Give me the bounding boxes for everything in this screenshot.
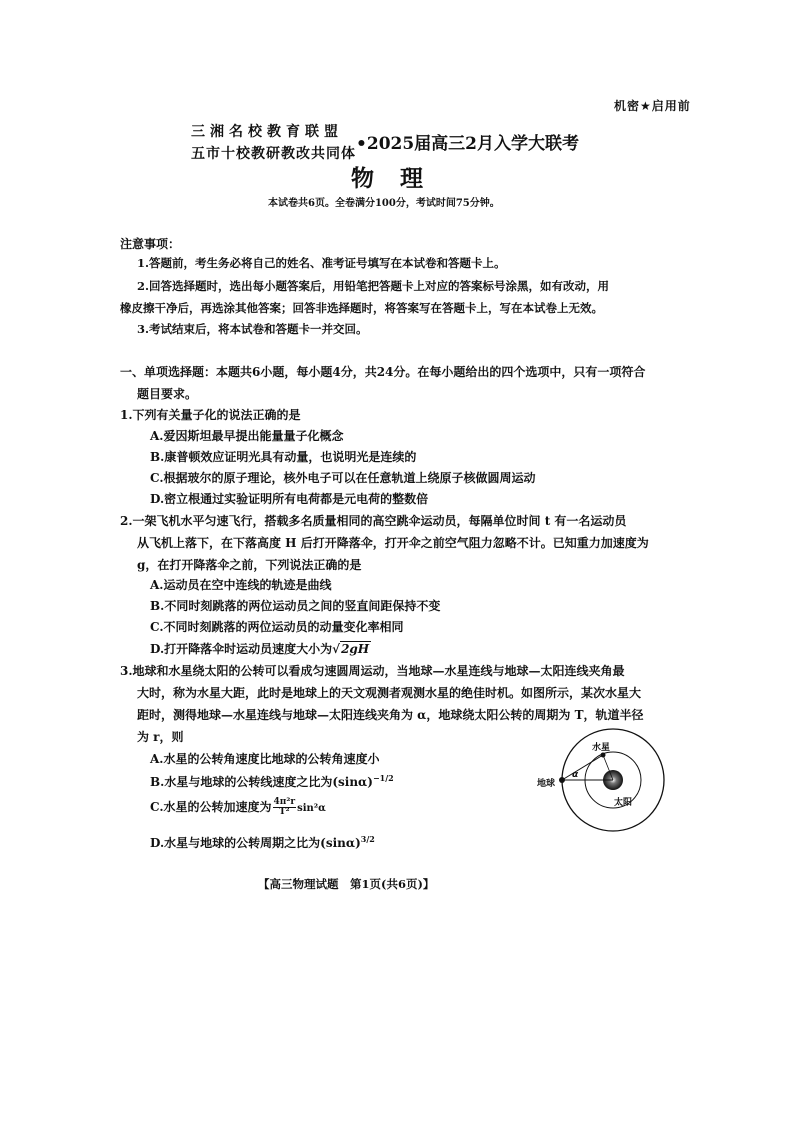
q2-option-a: A.运动员在空中连线的轨迹是曲线 [150,578,332,592]
q1-option-a: A.爱因斯坦最早提出能量量子化概念 [150,429,344,443]
exam-info: 本试卷共6页。全卷满分100分，考试时间75分钟。 [268,198,500,209]
q1-option-c: C.根据玻尔的原子理论，核外电子可以在任意轨道上绕原子核做圆周运动 [150,471,536,485]
mercury-icon [601,753,606,758]
notice-item-2-line-1: 2.回答选择题时，选出每小题答案后，用铅笔把答题卡上对应的答案标号涂黑，如有改动，用 [137,279,610,293]
q3-option-c-prefix: C.水星的公转加速度为 [150,800,272,814]
earth-label: 地球 [537,779,556,789]
q1-stem: 1.下列有关量子化的说法正确的是 [120,408,301,422]
q2-option-d-text: D.打开降落伞时运动员速度大小为 [150,642,333,656]
q3-option-a: A.水星的公转角速度比地球的公转角速度小 [150,752,380,766]
q2-stem-line-1: 2.一架飞机水平匀速飞行，搭载多名质量相同的高空跳伞运动员，每隔单位时间 t 有一名运动员 [120,514,627,528]
q2-option-d [150,640,371,657]
section-heading-line-2: 题目要求。 [137,387,198,401]
q3-option-c-fraction [273,798,297,817]
q3-option-b-text: B.水星与地球的公转线速度之比为(sinα) [150,775,373,789]
q2-option-d-expression: 2gH [341,642,370,656]
q3-option-b-exponent: −1/2 [372,773,394,783]
q2-option-b: B.不同时刻跳落的两位运动员之间的竖直间距保持不变 [150,599,441,613]
q3-stem-line-1: 3.地球和水星绕太阳的公转可以看成匀速圆周运动，当地球—水星连线与地球—太阳连线夹角最 [120,664,625,678]
notice-title: 注意事项： [120,237,181,251]
orbit-diagram-svg [530,725,700,845]
q3-stem-line-4: 为 r，则 [137,730,184,744]
q2-stem-line-3: g，在打开降落伞之前，下列说法正确的是 [137,558,362,572]
notice-item-3: 3.考试结束后，将本试卷和答题卡一并交回。 [137,322,368,336]
sun-label: 太阳 [614,798,633,808]
notice-item-1: 1.答题前，考生务必将自己的姓名、准考证号填写在本试卷和答题卡上。 [137,256,506,270]
q3-option-c-numerator: 4π²r [273,797,296,807]
q3-option-d-exponent: 3/2 [360,834,375,844]
q3-stem-line-3: 距时，测得地球—水星连线与地球—太阳连线夹角为 α，地球绕太阳公转的周期为 T，轨道半径 [137,708,644,722]
earth-mercury-line [562,755,603,780]
sqrt-symbol: √ [332,642,341,656]
q3-option-d [150,834,375,851]
q2-stem-line-2: 从飞机上落下，在下落高度 H 后打开降落伞，打开伞之前空气阻力忽略不计。已知重力加速度为 [137,536,649,550]
organizer-line-1: 三湘名校教育联盟 [191,124,343,140]
q3-option-c-denominator: T² [278,807,290,817]
q3-option-d-text: D.水星与地球的公转周期之比为(sinα) [150,836,361,850]
earth-icon [559,777,565,783]
angle-alpha-label: α [572,770,579,780]
q3-option-c-suffix: sin²α [297,803,326,814]
exam-title: •2025届高三2月入学大联考 [356,134,580,154]
page-footer: 【高三物理试题 第1页(共6页)】 [258,877,435,891]
notice-item-2-line-2: 橡皮擦干净后，再选涂其他答案；回答非选择题时，将答案写在答题卡上，写在本试卷上无效。 [120,301,603,315]
q3-option-b [150,773,394,790]
subject-title: 物理 [351,165,449,192]
q1-option-d: D.密立根通过实验证明所有电荷都是元电荷的整数倍 [150,492,429,506]
confidential-mark: 机密★启用前 [614,99,691,113]
q3-stem-line-2: 大时，称为水星大距，此时是地球上的天文观测者观测水星的绝佳时机。如图所示，某次水星大 [137,686,642,700]
q1-option-b: B.康普顿效应证明光具有动量，也说明光是连续的 [150,450,417,464]
orbit-diagram [530,725,700,845]
q2-option-c: C.不同时刻跳落的两位运动员的动量变化率相同 [150,620,404,634]
q3-option-c [150,798,326,817]
section-heading-line-1: 一、单项选择题：本题共6小题，每小题4分，共24分。在每小题给出的四个选项中，只有一项符合 [120,365,646,379]
organizer-line-2: 五市十校教研教改共同体 [191,146,356,162]
mercury-label: 水星 [592,743,611,753]
